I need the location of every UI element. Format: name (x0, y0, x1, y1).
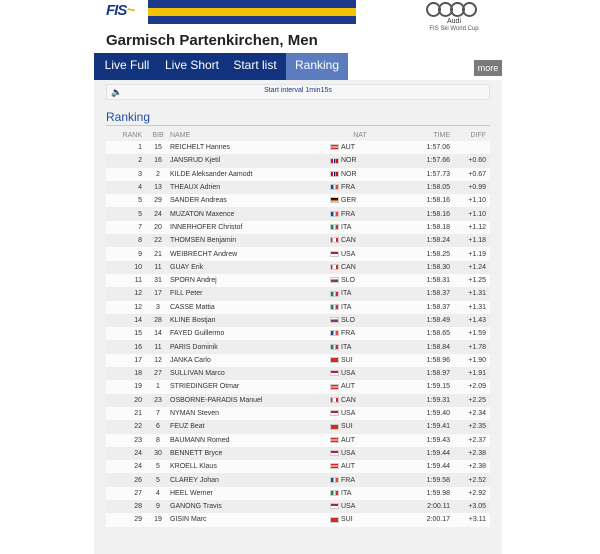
ranking-table (106, 130, 490, 527)
time-cell: 1:57.66 (390, 154, 450, 167)
bib-cell: 16 (146, 154, 170, 167)
diff-cell: +1.10 (450, 194, 490, 207)
flag-icon (330, 317, 339, 323)
nat-cell (330, 367, 390, 380)
name-cell[interactable]: JANKA Carlo (170, 354, 330, 367)
rank-cell: 7 (106, 221, 146, 234)
diff-cell: +1.31 (450, 287, 490, 300)
name-cell[interactable]: GANONG Travis (170, 500, 330, 513)
audi-subtitle: FIS Ski World Cup (429, 26, 479, 32)
diff-cell: +2.92 (450, 487, 490, 500)
diff-cell: +1.90 (450, 354, 490, 367)
flag-icon (330, 370, 339, 376)
bib-cell: 24 (146, 207, 170, 220)
table-row[interactable] (106, 473, 490, 486)
audi-rings-icon (420, 2, 488, 18)
rank-cell: 12 (106, 287, 146, 300)
diff-cell: +1.12 (450, 221, 490, 234)
time-cell: 1:59.15 (390, 380, 450, 393)
tab-live-full[interactable]: Live Full (104, 58, 150, 72)
name-cell[interactable]: JANSRUD Kjetil (170, 154, 330, 167)
nat-code: SUI (341, 516, 353, 524)
bib-cell: 27 (146, 367, 170, 380)
table-row[interactable] (106, 168, 490, 181)
bib-cell: 1 (146, 380, 170, 393)
nat-cell (330, 274, 390, 287)
rank-cell: 24 (106, 447, 146, 460)
bib-cell: 30 (146, 447, 170, 460)
diff-cell: +1.31 (450, 301, 490, 314)
diff-cell: +2.25 (450, 394, 490, 407)
nat-code: AUT (341, 436, 355, 444)
time-cell: 1:58.84 (390, 340, 450, 353)
flag-icon (330, 304, 339, 310)
bib-cell: 22 (146, 234, 170, 247)
name-cell[interactable]: KLINE Bostjan (170, 314, 330, 327)
nat-cell (330, 141, 390, 154)
flag-icon (330, 251, 339, 257)
bib-cell: 2 (146, 168, 170, 181)
nat-cell (330, 380, 390, 393)
nat-code: AUT (341, 383, 355, 391)
flag-icon (330, 357, 339, 363)
nat-cell (330, 447, 390, 460)
name-cell[interactable]: GISIN Marc (170, 513, 330, 526)
nat-cell (330, 234, 390, 247)
nat-cell (330, 354, 390, 367)
rank-cell: 28 (106, 500, 146, 513)
bib-cell: 11 (146, 340, 170, 353)
time-cell: 1:59.44 (390, 460, 450, 473)
bib-cell: 14 (146, 327, 170, 340)
table-row[interactable] (106, 394, 490, 407)
nat-code: SUI (341, 356, 353, 364)
table-row[interactable] (106, 261, 490, 274)
name-cell[interactable]: SANDER Andreas (170, 194, 330, 207)
nat-code: NOR (341, 170, 357, 178)
nat-code: USA (341, 370, 356, 378)
nat-code: SLO (341, 277, 356, 285)
rank-cell: 23 (106, 434, 146, 447)
table-row[interactable] (106, 434, 490, 447)
time-cell: 1:59.41 (390, 420, 450, 433)
rank-cell: 27 (106, 487, 146, 500)
diff-cell: +1.91 (450, 367, 490, 380)
rank-cell: 24 (106, 460, 146, 473)
nat-cell (330, 513, 390, 526)
flag-icon (330, 264, 339, 270)
diff-cell: +0.99 (450, 181, 490, 194)
bib-cell: 12 (146, 354, 170, 367)
speaker-icon[interactable]: 🔈 (111, 87, 123, 97)
rank-cell: 22 (106, 420, 146, 433)
diff-cell: +1.24 (450, 261, 490, 274)
diff-cell: +3.05 (450, 500, 490, 513)
nat-cell (330, 500, 390, 513)
page-title: Garmisch Partenkirchen, Men (106, 32, 318, 49)
nat-cell (330, 434, 390, 447)
nat-cell (330, 314, 390, 327)
time-cell: 1:58.16 (390, 194, 450, 207)
diff-cell: +0.60 (450, 154, 490, 167)
name-cell[interactable]: MUZATON Maxence (170, 207, 330, 220)
rank-cell: 21 (106, 407, 146, 420)
flag-icon (330, 330, 339, 336)
time-cell: 1:59.40 (390, 407, 450, 420)
diff-cell: +1.78 (450, 340, 490, 353)
start-interval-text: Start interval 1min15s (264, 87, 332, 94)
name-cell[interactable]: KILDE Aleksander Aamodt (170, 168, 330, 181)
col-rank[interactable]: RANK (122, 132, 142, 139)
time-cell: 1:58.37 (390, 287, 450, 300)
bib-cell: 15 (146, 141, 170, 154)
nat-cell (330, 340, 390, 353)
name-cell[interactable]: HEEL Werner (170, 487, 330, 500)
flag-icon (330, 450, 339, 456)
rank-cell: 8 (106, 234, 146, 247)
flag-icon (330, 503, 339, 509)
col-diff[interactable]: DIFF (470, 132, 486, 139)
col-bib[interactable]: BIB (152, 132, 164, 139)
more-button[interactable]: more (474, 60, 502, 76)
time-cell: 1:58.30 (390, 261, 450, 274)
nat-cell (330, 301, 390, 314)
name-cell[interactable]: CLAREY Johan (170, 473, 330, 486)
nat-code: SUI (341, 423, 353, 431)
diff-cell: +1.59 (450, 327, 490, 340)
table-row[interactable] (106, 513, 490, 526)
diff-cell: +2.34 (450, 407, 490, 420)
ranking-heading: Ranking (106, 110, 151, 124)
flag-icon (330, 224, 339, 230)
nat-code: USA (341, 410, 356, 418)
diff-cell: +1.10 (450, 207, 490, 220)
bib-cell: 19 (146, 513, 170, 526)
rank-cell: 5 (106, 194, 146, 207)
name-cell[interactable]: REICHELT Hannes (170, 141, 330, 154)
rank-cell: 16 (106, 340, 146, 353)
name-cell[interactable]: FILL Peter (170, 287, 330, 300)
name-cell[interactable]: CASSE Mattia (170, 301, 330, 314)
bib-cell: 28 (146, 314, 170, 327)
bib-cell: 13 (146, 181, 170, 194)
time-cell: 2:00.17 (390, 513, 450, 526)
table-row[interactable] (106, 141, 490, 154)
nat-cell (330, 181, 390, 194)
nat-code: FRA (341, 330, 355, 338)
rank-cell: 29 (106, 513, 146, 526)
nat-code: USA (341, 449, 356, 457)
nat-code: ITA (341, 223, 352, 231)
table-row[interactable] (106, 154, 490, 167)
time-cell: 1:57.73 (390, 168, 450, 181)
bib-cell: 17 (146, 287, 170, 300)
table-row[interactable] (106, 460, 490, 473)
name-cell[interactable]: FEUZ Beat (170, 420, 330, 433)
nat-code: FRA (341, 210, 355, 218)
diff-cell: +2.38 (450, 447, 490, 460)
name-cell[interactable]: OSBORNE-PARADIS Manuel (170, 394, 330, 407)
name-cell[interactable]: INNERHOFER Christof (170, 221, 330, 234)
flag-icon (330, 184, 339, 190)
diff-cell: +1.18 (450, 234, 490, 247)
diff-cell: +2.52 (450, 473, 490, 486)
nat-code: USA (341, 503, 356, 511)
nat-cell (330, 487, 390, 500)
bib-cell: 8 (146, 434, 170, 447)
flag-icon (330, 517, 339, 523)
time-cell: 1:59.44 (390, 447, 450, 460)
flag-icon (330, 437, 339, 443)
flag-icon (330, 237, 339, 243)
diff-cell: +3.11 (450, 513, 490, 526)
flag-icon (330, 197, 339, 203)
time-cell: 1:58.65 (390, 327, 450, 340)
rank-cell: 4 (106, 181, 146, 194)
flag-icon (330, 344, 339, 350)
flag-icon (330, 277, 339, 283)
nat-code: CAN (341, 396, 356, 404)
name-cell[interactable]: BENNETT Bryce (170, 447, 330, 460)
nat-code: GER (341, 197, 357, 205)
tab-bar (94, 53, 348, 80)
time-cell: 1:59.98 (390, 487, 450, 500)
nat-cell (330, 327, 390, 340)
time-cell: 1:58.25 (390, 247, 450, 260)
table-row[interactable] (106, 500, 490, 513)
bib-cell: 20 (146, 221, 170, 234)
table-row[interactable] (106, 447, 490, 460)
diff-cell: +0.67 (450, 168, 490, 181)
name-cell[interactable]: THEAUX Adrien (170, 181, 330, 194)
nat-code: FRA (341, 184, 355, 192)
table-row[interactable] (106, 367, 490, 380)
col-time[interactable]: TIME (433, 132, 450, 139)
bib-cell: 7 (146, 407, 170, 420)
diff-cell: +2.38 (450, 460, 490, 473)
time-cell: 1:59.58 (390, 473, 450, 486)
flag-icon (330, 384, 339, 390)
table-row[interactable] (106, 340, 490, 353)
time-cell: 1:58.18 (390, 221, 450, 234)
table-row[interactable] (106, 420, 490, 433)
rank-cell: 10 (106, 261, 146, 274)
flag-icon (330, 171, 339, 177)
name-cell[interactable]: WEIBRECHT Andrew (170, 247, 330, 260)
nat-code: FRA (341, 476, 355, 484)
nat-cell (330, 407, 390, 420)
tab-start-list[interactable]: Start list (233, 58, 277, 72)
start-interval-bar (106, 84, 490, 100)
bib-cell: 5 (146, 460, 170, 473)
nat-code: CAN (341, 263, 356, 271)
flag-icon (330, 463, 339, 469)
time-cell: 1:57.06 (390, 141, 450, 154)
time-cell: 1:59.43 (390, 434, 450, 447)
rank-cell: 14 (106, 314, 146, 327)
bib-cell: 29 (146, 194, 170, 207)
rank-cell: 17 (106, 354, 146, 367)
table-row[interactable] (106, 314, 490, 327)
diff-cell: +1.19 (450, 247, 490, 260)
rank-cell: 5 (106, 207, 146, 220)
time-cell: 1:58.31 (390, 274, 450, 287)
table-row[interactable] (106, 207, 490, 220)
table-header-row (106, 130, 490, 141)
nat-cell (330, 420, 390, 433)
name-cell[interactable]: SPORN Andrej (170, 274, 330, 287)
table-row[interactable] (106, 181, 490, 194)
name-cell[interactable]: THOMSEN Benjamin (170, 234, 330, 247)
nat-cell (330, 221, 390, 234)
flag-icon (330, 158, 339, 164)
diff-cell: +2.09 (450, 380, 490, 393)
bib-cell: 5 (146, 473, 170, 486)
rank-cell: 2 (106, 154, 146, 167)
name-cell[interactable]: KROELL Klaus (170, 460, 330, 473)
time-cell: 1:58.05 (390, 181, 450, 194)
table-row[interactable] (106, 327, 490, 340)
flag-icon (330, 424, 339, 430)
bib-cell: 11 (146, 261, 170, 274)
table-row[interactable] (106, 380, 490, 393)
flag-icon (330, 477, 339, 483)
time-cell: 1:59.31 (390, 394, 450, 407)
rank-cell: 19 (106, 380, 146, 393)
nat-code: ITA (341, 489, 352, 497)
col-name[interactable]: NAME (170, 132, 191, 139)
bib-cell: 21 (146, 247, 170, 260)
banner (148, 0, 356, 24)
bib-cell: 4 (146, 487, 170, 500)
heading-divider (106, 125, 490, 126)
table-row[interactable] (106, 354, 490, 367)
time-cell: 1:58.24 (390, 234, 450, 247)
nat-code: CAN (341, 237, 356, 245)
diff-cell (450, 141, 490, 154)
flag-icon (330, 397, 339, 403)
flag-icon (330, 211, 339, 217)
rank-cell: 15 (106, 327, 146, 340)
name-cell[interactable]: NYMAN Steven (170, 407, 330, 420)
table-row[interactable] (106, 407, 490, 420)
nat-cell (330, 154, 390, 167)
rank-cell: 9 (106, 247, 146, 260)
bib-cell: 3 (146, 301, 170, 314)
nat-cell (330, 287, 390, 300)
table-row[interactable] (106, 234, 490, 247)
rank-cell: 26 (106, 473, 146, 486)
flag-icon (330, 291, 339, 297)
nat-code: NOR (341, 157, 357, 165)
audi-brand: Audi (446, 18, 461, 25)
bib-cell: 23 (146, 394, 170, 407)
nat-cell (330, 473, 390, 486)
tab-ranking[interactable]: Ranking (286, 53, 348, 80)
time-cell: 1:58.96 (390, 354, 450, 367)
table-row[interactable] (106, 247, 490, 260)
col-nat[interactable]: NAT (353, 132, 367, 139)
time-cell: 2:00.11 (390, 500, 450, 513)
time-cell: 1:58.49 (390, 314, 450, 327)
name-cell[interactable]: SULLIVAN Marco (170, 367, 330, 380)
name-cell[interactable]: STRIEDINGER Otmar (170, 380, 330, 393)
nat-cell (330, 168, 390, 181)
bib-cell: 31 (146, 274, 170, 287)
table-row[interactable] (106, 221, 490, 234)
rank-cell: 20 (106, 394, 146, 407)
fis-logo[interactable]: FIS~ (106, 2, 135, 19)
table-row[interactable] (106, 274, 490, 287)
audi-logo[interactable] (420, 2, 488, 33)
time-cell: 1:58.16 (390, 207, 450, 220)
table-row[interactable] (106, 487, 490, 500)
nat-code: AUT (341, 463, 355, 471)
bib-cell: 6 (146, 420, 170, 433)
nat-cell (330, 460, 390, 473)
table-row[interactable] (106, 287, 490, 300)
flag-icon (330, 490, 339, 496)
flag-icon (330, 144, 339, 150)
nat-cell (330, 194, 390, 207)
nat-cell (330, 247, 390, 260)
name-cell[interactable]: BAUMANN Romed (170, 434, 330, 447)
name-cell[interactable]: PARIS Dominik (170, 340, 330, 353)
time-cell: 1:58.37 (390, 301, 450, 314)
diff-cell: +1.43 (450, 314, 490, 327)
nat-code: ITA (341, 290, 352, 298)
bib-cell: 9 (146, 500, 170, 513)
rank-cell: 12 (106, 301, 146, 314)
nat-code: USA (341, 250, 356, 258)
rank-cell: 11 (106, 274, 146, 287)
diff-cell: +2.35 (450, 420, 490, 433)
rank-cell: 3 (106, 168, 146, 181)
nat-code: ITA (341, 303, 352, 311)
nat-code: AUT (341, 144, 355, 152)
diff-cell: +2.37 (450, 434, 490, 447)
tab-live-short[interactable]: Live Short (164, 58, 220, 72)
flag-icon (330, 410, 339, 416)
name-cell[interactable]: FAYED Guillermo (170, 327, 330, 340)
name-cell[interactable]: GUAY Erik (170, 261, 330, 274)
rank-cell: 18 (106, 367, 146, 380)
nat-cell (330, 394, 390, 407)
nat-cell (330, 261, 390, 274)
table-row[interactable] (106, 194, 490, 207)
diff-cell: +1.25 (450, 274, 490, 287)
nat-cell (330, 207, 390, 220)
table-row[interactable] (106, 301, 490, 314)
rank-cell: 1 (106, 141, 146, 154)
nat-code: SLO (341, 317, 356, 324)
nat-code: ITA (341, 343, 352, 351)
time-cell: 1:58.97 (390, 367, 450, 380)
